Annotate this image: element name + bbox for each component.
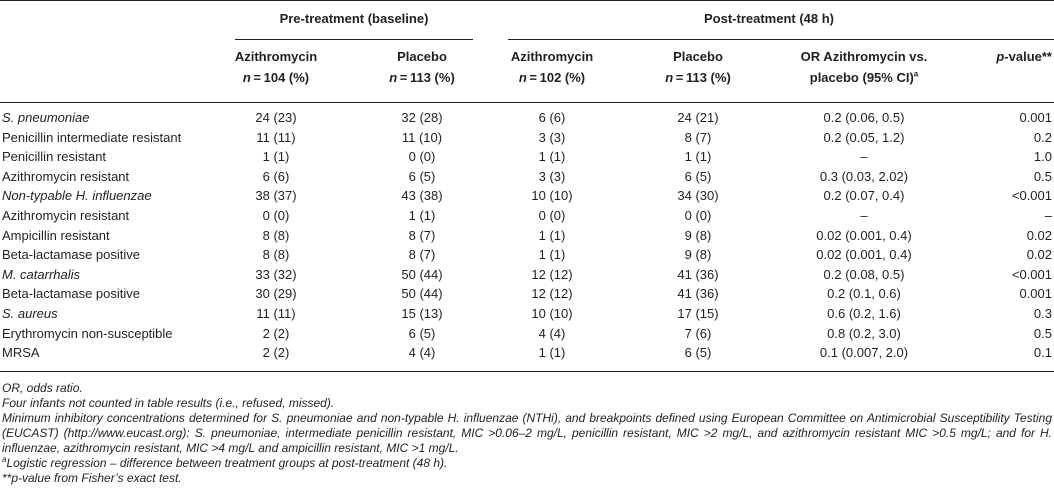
table-cell: 0.2 (0.06, 0.5) <box>823 110 905 125</box>
table-cell: 0.02 <box>1026 227 1052 243</box>
table-cell: 9 (8) <box>684 247 712 263</box>
column-header: Azithromycin <box>510 49 594 64</box>
footnote-mic: Minimum inhibitory concentrations determined for S. pneumoniae and non-typable H. influenzae (NTHi), and breakpoints defined using European Committee on Antimicrobial Susceptibility Testing (EUCAST) (http://www.eucast.org): S. pneumoniae, intermediate penicillin resistant, MIC >0.06–2 mg/L, penicillin resistant, MIC >2 mg/L, and azithromycin resistant MIC >0.5 mg/L; and for H. influenzae, azithromycin resistant, MIC >4 mg/L and ampicillin resistant, MIC >1 mg/L. <box>2 411 1052 455</box>
table-cell: 2 (2) <box>262 325 290 341</box>
table-cell: 0.2 (0.08, 0.5) <box>823 266 905 282</box>
table-cell: 24 (23) <box>255 110 297 125</box>
table-cell: 4 (4) <box>408 345 436 361</box>
footnote-a-marker: a <box>2 455 7 464</box>
table-cell: 0.3 (0.03, 2.02) <box>819 168 909 184</box>
table-cell: 43 (38) <box>401 188 443 204</box>
table-cell: 6 (5) <box>684 345 712 361</box>
table-cell: 12 (12) <box>531 286 573 302</box>
table-cell: 0.6 (0.2, 1.6) <box>827 306 901 321</box>
row-label: Azithromycin resistant <box>2 168 130 184</box>
footnotes <box>2 381 1052 486</box>
footnote-pvalue: **p-value from Fisher’s exact test. <box>2 471 182 485</box>
table-cell: 6 (6) <box>262 168 290 184</box>
group-header-post: Post-treatment (48 h) <box>703 11 835 26</box>
table-cell: <0.001 <box>1011 188 1052 204</box>
row-label: Ampicillin resistant <box>2 227 110 243</box>
table-cell: 34 (30) <box>677 188 719 204</box>
table-cell: 50 (44) <box>401 286 443 302</box>
table-cell: 15 (13) <box>401 306 443 321</box>
table-cell: 0.5 <box>1033 325 1052 341</box>
column-subheader <box>482 70 622 86</box>
table-cell: 0 (0) <box>684 208 712 223</box>
post-group-rule <box>508 39 1054 40</box>
table-cell: 0.02 <box>1026 247 1052 263</box>
table-cell: 1 (1) <box>684 149 712 165</box>
table-cell: 3 (3) <box>538 129 566 145</box>
p-italic: p <box>996 49 1005 64</box>
column-header <box>992 49 1052 65</box>
table-cell: 1 (1) <box>538 149 566 165</box>
table-cell: 8 (8) <box>262 247 290 263</box>
table-cell: 0.1 (0.007, 2.0) <box>819 345 909 361</box>
table-cell: 1 (1) <box>538 345 566 361</box>
n-rest: = 102 (%) <box>526 70 586 85</box>
table-cell: 7 (6) <box>684 325 712 341</box>
n-italic: n <box>518 70 527 85</box>
table-cell: 1.0 <box>1033 149 1052 165</box>
footnote-a-text: Logistic regression – difference between treatment groups at post-treatment (48 h). <box>6 456 448 470</box>
column-header: OR Azithromycin vs. <box>800 49 928 64</box>
table-cell: 0.2 (0.1, 0.6) <box>827 286 901 302</box>
table-cell: – <box>860 149 868 165</box>
table-cell: 0.8 (0.2, 3.0) <box>827 325 901 341</box>
n-italic: n <box>242 70 251 85</box>
table-cell: 0.001 <box>1019 286 1052 302</box>
table-cell: 10 (10) <box>531 188 573 204</box>
table-cell: 0.2 (0.05, 1.2) <box>823 129 905 145</box>
table-cell: 1 (1) <box>262 149 290 165</box>
table-cell: 0 (0) <box>262 208 290 223</box>
table-cell: 0.2 <box>1033 129 1052 145</box>
table-cell: 9 (8) <box>684 227 712 243</box>
row-label: Beta-lactamase positive <box>2 286 141 302</box>
table-cell: 6 (5) <box>408 325 436 341</box>
table-cell: <0.001 <box>1011 266 1052 282</box>
table-cell: 0.2 (0.07, 0.4) <box>823 188 905 204</box>
table-cell: 8 (8) <box>262 227 290 243</box>
row-label: Azithromycin resistant <box>2 208 130 223</box>
table-cell: 8 (7) <box>408 227 436 243</box>
row-label: M. catarrhalis <box>2 266 81 282</box>
table-cell: 6 (5) <box>684 168 712 184</box>
table-cell: 11 (11) <box>256 129 296 145</box>
table-cell: – <box>1044 208 1052 223</box>
table-cell: 10 (10) <box>531 306 573 321</box>
top-rule <box>0 0 1054 1</box>
column-subheader: placebo (95% CI)$^a$ <box>809 69 919 85</box>
row-label: Non-typable H. influenzae <box>2 188 152 204</box>
table-cell: 2 (2) <box>262 345 290 361</box>
header-bottom-rule <box>0 102 1054 103</box>
n-rest: = 113 (%) <box>397 70 455 85</box>
group-header-pre: Pre-treatment (baseline) <box>279 11 429 26</box>
table-cell: 3 (3) <box>538 168 566 184</box>
table-cell: 0 (0) <box>408 149 436 165</box>
table-cell: 41 (36) <box>677 286 719 302</box>
superscript-a: a <box>913 69 919 79</box>
table-cell: 0.001 <box>1019 110 1052 125</box>
row-label: S. pneumoniae <box>2 110 90 125</box>
footnote-a <box>2 456 1052 471</box>
table-cell: – <box>860 208 868 223</box>
n-italic: n <box>665 70 674 85</box>
table-cell: 4 (4) <box>538 325 566 341</box>
footnote-infants: Four infants not counted in table results (i.e., refused, missed). <box>2 396 335 410</box>
row-label: Penicillin intermediate resistant <box>2 129 182 145</box>
column-header: Azithromycin <box>234 49 318 64</box>
table-cell: 8 (7) <box>684 129 712 145</box>
table-cell: 24 (21) <box>677 110 719 125</box>
column-subheader <box>628 70 768 86</box>
column-subheader <box>206 70 346 86</box>
column-header: Placebo <box>397 49 447 64</box>
table-cell: 32 (28) <box>401 110 443 125</box>
table-cell: 1 (1) <box>408 208 436 223</box>
row-label: Beta-lactamase positive <box>2 247 141 263</box>
table-cell: 0.3 <box>1033 306 1052 321</box>
table-cell: 38 (37) <box>255 188 297 204</box>
table-cell: 8 (7) <box>408 247 436 263</box>
table-cell: 1 (1) <box>538 247 566 263</box>
column-header: Placebo <box>673 49 723 64</box>
row-label: Erythromycin non-susceptible <box>2 325 173 341</box>
table-cell: 0.5 <box>1033 168 1052 184</box>
table-cell: 1 (1) <box>538 227 566 243</box>
n-rest: = 113 (%) <box>673 70 731 85</box>
table-cell: 41 (36) <box>677 266 719 282</box>
table-cell: 0 (0) <box>538 208 566 223</box>
table-cell: 50 (44) <box>401 266 443 282</box>
pre-group-rule <box>235 39 473 40</box>
p-rest: -value** <box>1004 49 1052 64</box>
n-italic: n <box>389 70 398 85</box>
table-cell: 30 (29) <box>255 286 297 302</box>
table-cell: 0.1 <box>1033 345 1052 361</box>
table-cell: 11 (11) <box>256 306 296 321</box>
table-cell: 17 (15) <box>677 306 719 321</box>
table-cell: 11 (10) <box>401 129 443 145</box>
footnote-or: OR, odds ratio. <box>2 381 83 395</box>
table-cell: 33 (32) <box>255 266 297 282</box>
table-cell: 12 (12) <box>531 266 573 282</box>
table-cell: 0.02 (0.001, 0.4) <box>816 247 912 263</box>
row-label: MRSA <box>2 345 40 361</box>
table-cell: 6 (6) <box>538 110 566 125</box>
table-cell: 6 (5) <box>408 168 436 184</box>
bottom-rule <box>0 371 1054 372</box>
row-label: S. aureus <box>2 306 58 321</box>
row-label: Penicillin resistant <box>2 149 107 165</box>
column-subheader <box>352 70 492 86</box>
table-cell: 0.02 (0.001, 0.4) <box>816 227 912 243</box>
n-rest: = 104 (%) <box>250 70 310 85</box>
